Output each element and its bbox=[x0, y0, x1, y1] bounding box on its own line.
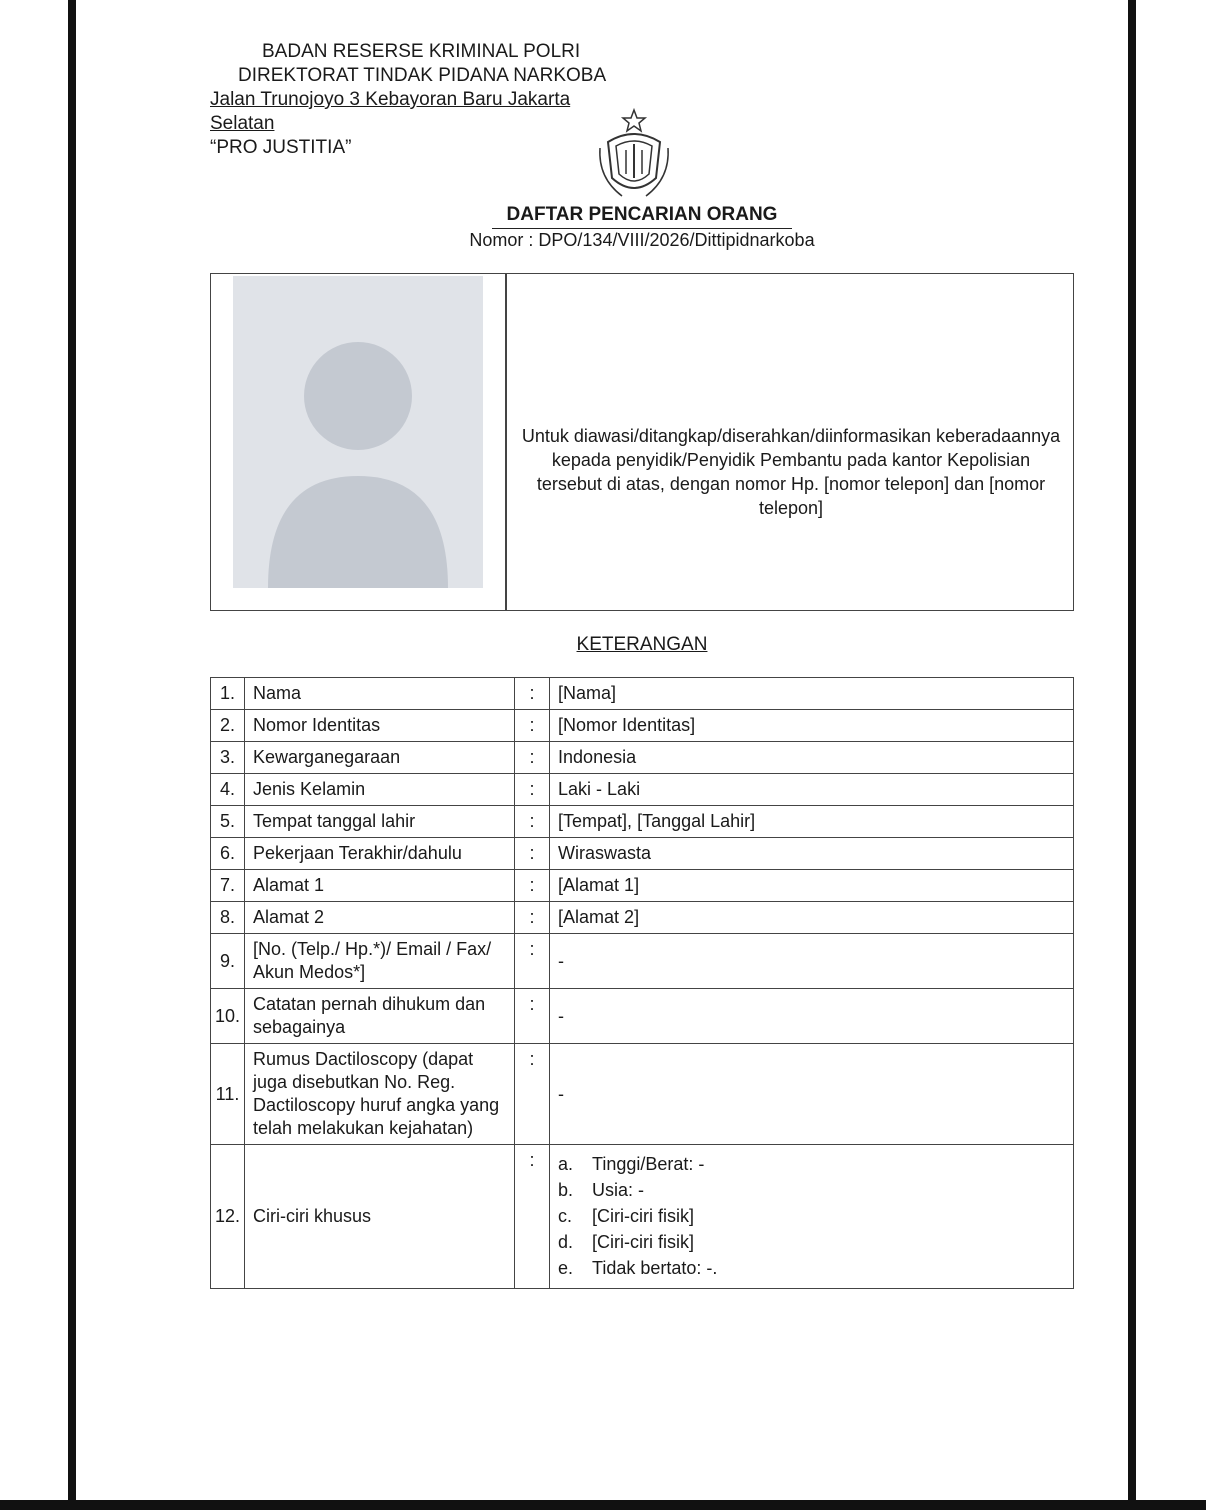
trait-text: Tinggi/Berat: - bbox=[592, 1154, 705, 1174]
row-label: [No. (Telp./ Hp.*)/ Email / Fax/ Akun Medos*] bbox=[245, 934, 515, 989]
list-item bbox=[558, 1205, 1065, 1228]
row-number: 10. bbox=[211, 989, 245, 1044]
row-colon: : bbox=[515, 902, 550, 934]
trait-text: [Ciri-ciri fisik] bbox=[592, 1232, 695, 1252]
row-number: 7. bbox=[211, 870, 245, 902]
row-number: 12. bbox=[211, 1145, 245, 1289]
row-number: 4. bbox=[211, 774, 245, 806]
row-colon: : bbox=[515, 774, 550, 806]
trait-letter: c. bbox=[558, 1206, 573, 1226]
row-value: [Alamat 1] bbox=[550, 870, 1074, 902]
row-label: Alamat 1 bbox=[245, 870, 515, 902]
letterhead bbox=[210, 40, 610, 160]
row-label: Alamat 2 bbox=[245, 902, 515, 934]
directorate-name: DIREKTORAT TINDAK PIDANA NARKOBA bbox=[238, 65, 607, 86]
row-number: 1. bbox=[211, 678, 245, 710]
trait-letter: b. bbox=[558, 1180, 574, 1200]
table-row bbox=[211, 710, 1074, 742]
trait-letter: e. bbox=[558, 1258, 574, 1278]
row-label: Pekerjaan Terakhir/dahulu bbox=[245, 838, 515, 870]
bottom-frame-border bbox=[0, 1500, 1206, 1510]
row-colon: : bbox=[515, 1145, 550, 1289]
row-value: [Alamat 2] bbox=[550, 902, 1074, 934]
table-row bbox=[211, 742, 1074, 774]
list-item bbox=[558, 1231, 1065, 1254]
row-value: [Nomor Identitas] bbox=[550, 710, 1074, 742]
trait-text: [Ciri-ciri fisik] bbox=[592, 1206, 695, 1226]
document-number: Nomor : DPO/134/VIII/2026/Dittipidnarkoba bbox=[469, 230, 815, 250]
row-colon: : bbox=[515, 710, 550, 742]
details-table bbox=[210, 677, 1074, 1289]
table-row bbox=[211, 838, 1074, 870]
row-label: Nomor Identitas bbox=[245, 710, 515, 742]
motto: “PRO JUSTITIA” bbox=[210, 137, 352, 158]
row-value: - bbox=[550, 989, 1074, 1044]
row-number: 9. bbox=[211, 934, 245, 989]
left-frame-border bbox=[68, 0, 76, 1510]
row-number: 3. bbox=[211, 742, 245, 774]
list-item bbox=[558, 1153, 1065, 1176]
table-row bbox=[211, 806, 1074, 838]
notice-box bbox=[210, 273, 1074, 611]
trait-text: Tidak bertato: -. bbox=[592, 1258, 718, 1278]
row-colon: : bbox=[515, 806, 550, 838]
row-colon: : bbox=[515, 742, 550, 774]
row-value: - bbox=[550, 934, 1074, 989]
document-title: DAFTAR PENCARIAN ORANG bbox=[492, 204, 792, 229]
row-value: - bbox=[550, 1044, 1074, 1145]
agency-name: BADAN RESERSE KRIMINAL POLRI bbox=[262, 41, 581, 62]
row-value: [Nama] bbox=[550, 678, 1074, 710]
row-number: 6. bbox=[211, 838, 245, 870]
document-page bbox=[76, 0, 1128, 1500]
table-row bbox=[211, 989, 1074, 1044]
trait-letter: a. bbox=[558, 1154, 574, 1174]
row-label: Rumus Dactiloscopy (dapat juga disebutkan No. Reg. Dactiloscopy huruf angka yang telah melakukan kejahatan) bbox=[245, 1044, 515, 1145]
table-row bbox=[211, 678, 1074, 710]
table-row bbox=[211, 1145, 1074, 1289]
row-label: Tempat tanggal lahir bbox=[245, 806, 515, 838]
row-colon: : bbox=[515, 838, 550, 870]
row-value: Wiraswasta bbox=[550, 838, 1074, 870]
list-item bbox=[558, 1257, 1065, 1280]
row-number: 11. bbox=[211, 1044, 245, 1145]
list-item bbox=[558, 1179, 1065, 1202]
notice-instruction: Untuk diawasi/ditangkap/diserahkan/diinformasikan keberadaannya kepada penyidik/Penyidik Pembantu pada kantor Kepolisian tersebut di atas, dengan nomor Hp. [nomor telepon] dan [nomor telepon] bbox=[521, 426, 1061, 518]
row-colon: : bbox=[515, 934, 550, 989]
police-emblem-icon bbox=[592, 108, 676, 204]
right-frame-border bbox=[1128, 0, 1136, 1510]
table-row bbox=[211, 870, 1074, 902]
table-row bbox=[211, 1044, 1074, 1145]
row-colon: : bbox=[515, 678, 550, 710]
row-number: 5. bbox=[211, 806, 245, 838]
row-value bbox=[550, 1145, 1074, 1289]
trait-text: Usia: - bbox=[592, 1180, 645, 1200]
traits-list bbox=[558, 1153, 1065, 1280]
row-colon: : bbox=[515, 870, 550, 902]
row-label: Ciri-ciri khusus bbox=[245, 1145, 515, 1289]
table-row bbox=[211, 902, 1074, 934]
placeholder-portrait bbox=[233, 276, 483, 588]
row-label: Catatan pernah dihukum dan sebagainya bbox=[245, 989, 515, 1044]
table-row bbox=[211, 774, 1074, 806]
row-value: [Tempat], [Tanggal Lahir] bbox=[550, 806, 1074, 838]
row-number: 8. bbox=[211, 902, 245, 934]
row-value: Laki - Laki bbox=[550, 774, 1074, 806]
agency-address: Jalan Trunojoyo 3 Kebayoran Baru Jakarta Selatan bbox=[210, 89, 571, 134]
notice-divider bbox=[505, 274, 507, 610]
table-row bbox=[211, 934, 1074, 989]
row-colon: : bbox=[515, 989, 550, 1044]
row-number: 2. bbox=[211, 710, 245, 742]
row-value: Indonesia bbox=[550, 742, 1074, 774]
row-label: Jenis Kelamin bbox=[245, 774, 515, 806]
details-title: KETERANGAN bbox=[576, 634, 708, 655]
trait-letter: d. bbox=[558, 1232, 574, 1252]
row-label: Nama bbox=[245, 678, 515, 710]
row-colon: : bbox=[515, 1044, 550, 1145]
row-label: Kewarganegaraan bbox=[245, 742, 515, 774]
